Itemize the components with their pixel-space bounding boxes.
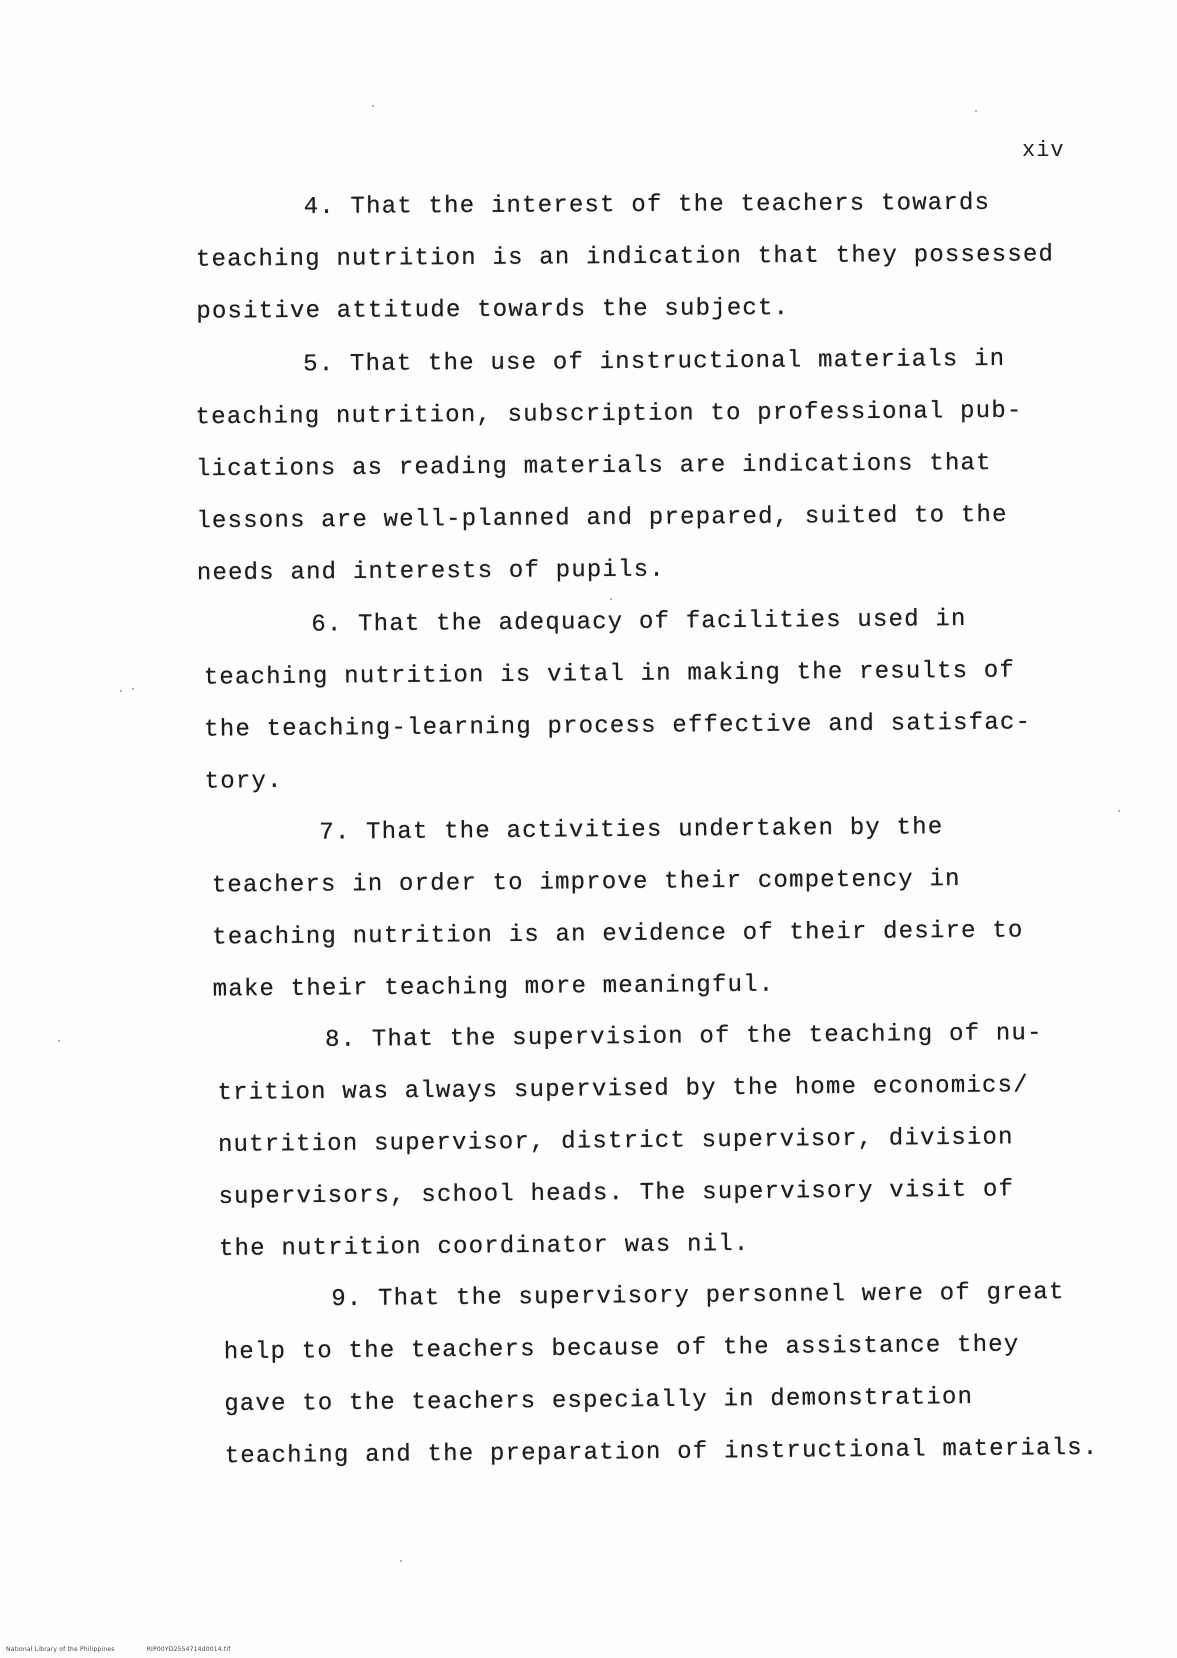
paragraph-line: teaching nutrition is vital in making the results of	[203, 657, 1016, 692]
paragraph-line: 4. That the interest of the teachers towards	[303, 189, 991, 221]
scan-speck	[975, 110, 977, 112]
footer-file: RIP00YD2554714d0014.tif	[146, 1646, 231, 1653]
footer-source: National Library of the Philippines	[6, 1646, 115, 1653]
paragraph-line: teaching nutrition is an evidence of their desire to	[212, 917, 1024, 952]
paragraph-line: make their teaching more meaningful.	[212, 971, 775, 1004]
paragraph-9	[223, 1267, 1099, 1483]
scan-footer	[6, 1646, 261, 1653]
paragraph-line: tory.	[204, 767, 283, 796]
paragraph-line: positive attitude towards the subject.	[196, 294, 790, 326]
paragraph-line: 8. That the supervision of the teaching of nu-	[324, 1020, 1043, 1054]
paragraph-line: the teaching-learning process effective and satisfac-	[204, 709, 1032, 744]
paragraph-4	[196, 177, 1055, 338]
paragraph-line: 5. That the use of instructional materials in	[303, 345, 1006, 379]
paragraph-line: needs and interests of pupils.	[196, 556, 665, 588]
paragraph-line: the nutrition coordinator was nil.	[218, 1230, 750, 1263]
paragraph-line: gave to the teachers especially in demonstration	[224, 1384, 974, 1419]
paragraph-line: 6. That the adequacy of facilities used in	[311, 605, 967, 639]
paragraph-line: teaching nutrition, subscription to professional pub-	[195, 397, 1023, 432]
paragraph-line: lications as reading materials are indications that	[195, 449, 992, 484]
scan-speck	[58, 1040, 60, 1042]
scan-speck	[400, 1560, 402, 1562]
paragraph-line: teachers in order to improve their competency in	[211, 866, 961, 900]
paragraph-line: 9. That the supervisory personnel were of great	[331, 1279, 1065, 1314]
scan-speck	[120, 690, 122, 692]
paragraph-line: teaching and the preparation of instructional materials.	[224, 1434, 1099, 1471]
paragraph-line: teaching nutrition is an indication that they possessed	[195, 241, 1055, 274]
paragraph-7	[211, 801, 1024, 1016]
scan-speck	[372, 105, 374, 107]
paragraph-line: lessons are well-planned and prepared, suited to the	[196, 501, 1008, 536]
paragraph-6	[203, 593, 1032, 808]
paragraph-line: supervisors, school heads. The supervisory visit of	[218, 1176, 1015, 1211]
scan-speck	[132, 688, 134, 690]
scan-speck	[1118, 810, 1120, 812]
paragraph-5	[195, 334, 1024, 600]
scan-speck	[610, 598, 612, 600]
paragraph-line: nutrition supervisor, district supervisor, division	[217, 1124, 1014, 1159]
paragraph-line: 7. That the activities undertaken by the	[319, 814, 944, 847]
paragraph-line: help to the teachers because of the assistance they	[223, 1331, 1020, 1367]
paragraph-8	[217, 1008, 1045, 1276]
paragraph-line: trition was always supervised by the home economics/	[217, 1072, 1029, 1107]
page-number: xiv	[1022, 138, 1065, 163]
